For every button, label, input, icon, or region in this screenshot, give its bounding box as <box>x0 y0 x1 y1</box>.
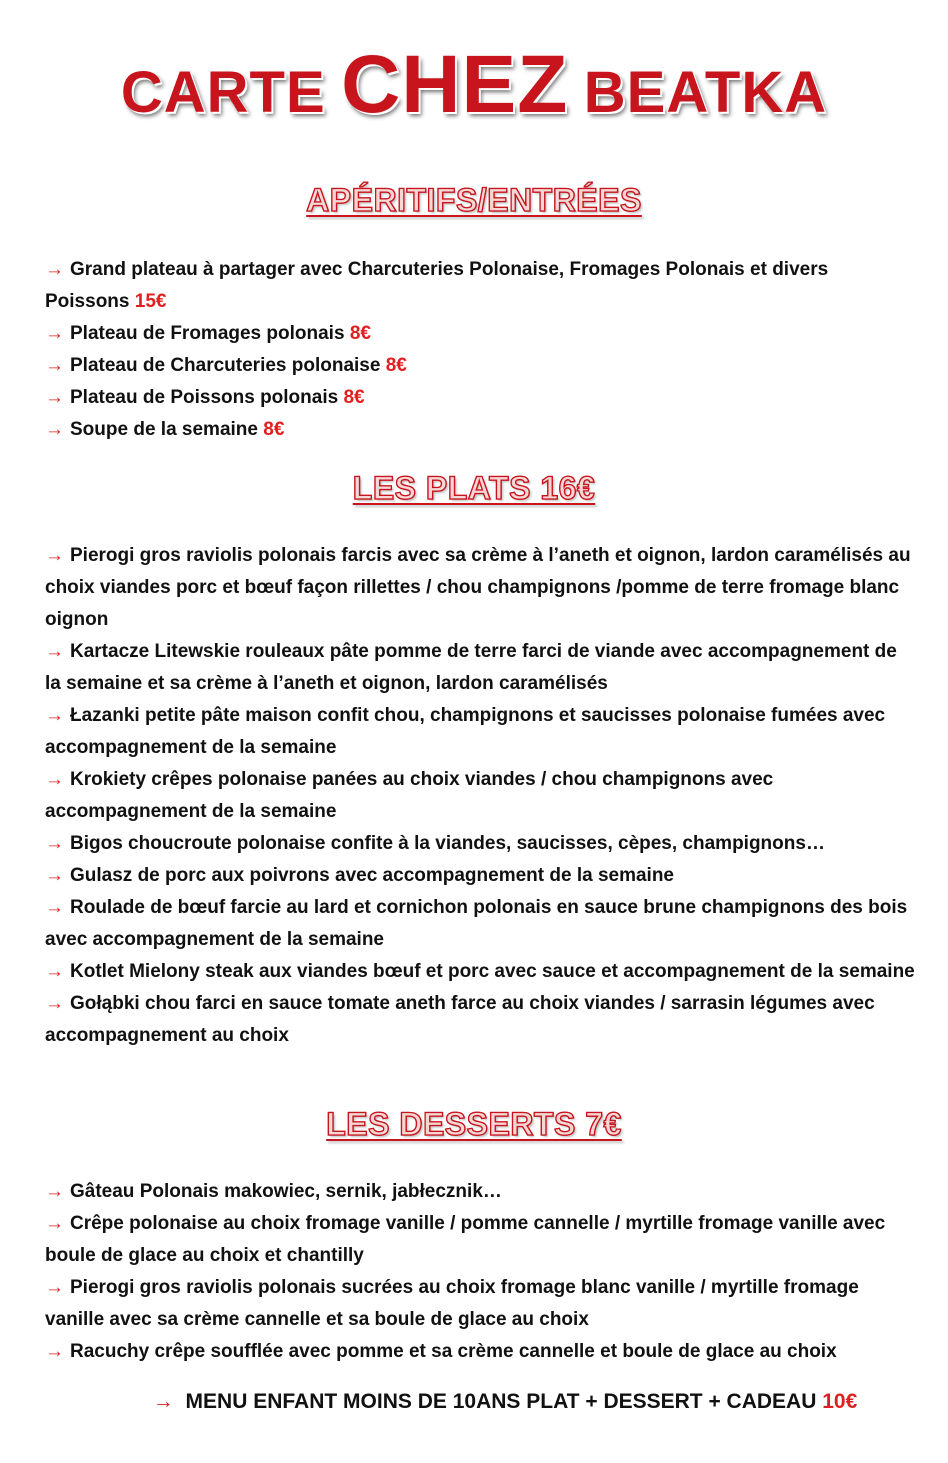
arrow-icon: → <box>45 545 64 566</box>
menu-item-price: 8€ <box>343 387 365 408</box>
menu-item <box>45 414 915 446</box>
arrow-icon: → <box>152 1390 174 1413</box>
menu-item-text: Bigos choucroute polonaise confite à la viandes, saucisses, cèpes, champignons… <box>70 833 825 854</box>
desserts-heading: LES DESSERTS 7€ <box>326 1106 622 1142</box>
menu-item-text: Soupe de la semaine <box>70 419 258 440</box>
menu-item-text: Kotlet Mielony steak aux viandes bœuf et porc avec sauce et accompagnement de la semaine <box>70 961 915 982</box>
menu-item-text: Gulasz de porc aux poivrons avec accompagnement de la semaine <box>70 865 675 886</box>
menu-item <box>45 350 915 382</box>
menu-item <box>45 764 915 828</box>
arrow-icon: → <box>45 323 64 344</box>
menu-item <box>45 956 915 988</box>
aperitifs-heading: APÉRITIFS/ENTRÉES <box>306 182 642 218</box>
aperitifs-list <box>45 254 915 446</box>
menu-item-text: Pierogi gros raviolis polonais sucrées au choix fromage blanc vanille / myrtille fromage vanille avec sa crème cannelle et sa boule de glace au choix <box>45 1277 859 1330</box>
plats-list <box>45 540 915 1052</box>
arrow-icon: → <box>45 961 64 982</box>
menu-item <box>45 828 915 860</box>
title-chez: CHEZ <box>341 39 569 130</box>
arrow-icon: → <box>45 833 64 854</box>
menu-item-text: Kartacze Litewskie rouleaux pâte pomme de terre farci de viande avec accompagnement de la semaine et sa crème à l’aneth et oignon, lardon caramélisés <box>45 641 897 694</box>
menu-item <box>45 636 915 700</box>
menu-item-text: Łazanki petite pâte maison confit chou, champignons et saucisses polonaise fumées avec accompagnement de la semaine <box>45 705 886 758</box>
arrow-icon: → <box>45 1181 64 1202</box>
title-carte: CARTE <box>120 60 326 125</box>
menu-item <box>45 700 915 764</box>
menu-item <box>45 1272 915 1336</box>
title-beatka: BEATKA <box>583 60 828 125</box>
plats-heading: LES PLATS 16€ <box>352 470 596 506</box>
menu-item <box>45 1208 915 1272</box>
menu-item <box>45 318 915 350</box>
arrow-icon: → <box>45 1213 64 1234</box>
desserts-list <box>45 1176 915 1368</box>
kids-menu-price: 10€ <box>822 1390 858 1413</box>
menu-item-price: 8€ <box>349 323 371 344</box>
menu-item <box>45 892 915 956</box>
arrow-icon: → <box>45 865 64 886</box>
menu-item-price: 15€ <box>134 291 167 312</box>
menu-item-text: Plateau de Fromages polonais <box>70 323 345 344</box>
menu-item-price: 8€ <box>385 355 407 376</box>
menu-item-text: Plateau de Charcuteries polonaise <box>70 355 381 376</box>
menu-item-text: Pierogi gros raviolis polonais farcis avec sa crème à l’aneth et oignon, lardon caramélisés au choix viandes porc et bœuf façon rillettes / chou champignons /pomme de terre fromage blanc oignon <box>45 545 911 630</box>
menu-item-text: Racuchy crêpe soufflée avec pomme et sa crème cannelle et boule de glace au choix <box>70 1341 837 1362</box>
menu-item-text: Gâteau Polonais makowiec, sernik, jabłecznik… <box>70 1181 502 1202</box>
menu-item <box>45 254 915 318</box>
menu-item <box>45 540 915 636</box>
menu-item-text: Roulade de bœuf farcie au lard et cornichon polonais en sauce brune champignons des bois avec accompagnement de la semaine <box>45 897 908 950</box>
menu-item-text: Krokiety crêpes polonaise panées au choix viandes / chou champignons avec accompagnement de la semaine <box>45 769 774 822</box>
menu-item <box>45 382 915 414</box>
arrow-icon: → <box>45 355 64 376</box>
arrow-icon: → <box>45 387 64 408</box>
menu-item <box>45 1176 915 1208</box>
arrow-icon: → <box>45 259 64 280</box>
arrow-icon: → <box>45 993 64 1014</box>
arrow-icon: → <box>45 769 64 790</box>
kids-menu <box>0 1386 948 1418</box>
kids-menu-text: MENU ENFANT MOINS DE 10ANS PLAT + DESSERT + CADEAU <box>185 1390 817 1413</box>
menu-item <box>45 1336 915 1368</box>
menu-item <box>45 860 915 892</box>
menu-item-text: Gołąbki chou farci en sauce tomate aneth farce au choix viandes / sarrasin légumes avec accompagnement au choix <box>45 993 875 1046</box>
arrow-icon: → <box>45 1277 64 1298</box>
arrow-icon: → <box>45 897 64 918</box>
arrow-icon: → <box>45 419 64 440</box>
menu-item-price: 8€ <box>263 419 285 440</box>
arrow-icon: → <box>45 705 64 726</box>
menu-title <box>0 38 948 132</box>
arrow-icon: → <box>45 641 64 662</box>
menu-item-text: Plateau de Poissons polonais <box>70 387 339 408</box>
menu-item-text: Grand plateau à partager avec Charcuteries Polonaise, Fromages Polonais et divers Poissons <box>45 259 829 312</box>
menu-item <box>45 988 915 1052</box>
menu-item-text: Crêpe polonaise au choix fromage vanille / pomme cannelle / myrtille fromage vanille avec boule de glace au choix et chantilly <box>45 1213 886 1266</box>
arrow-icon: → <box>45 1341 64 1362</box>
